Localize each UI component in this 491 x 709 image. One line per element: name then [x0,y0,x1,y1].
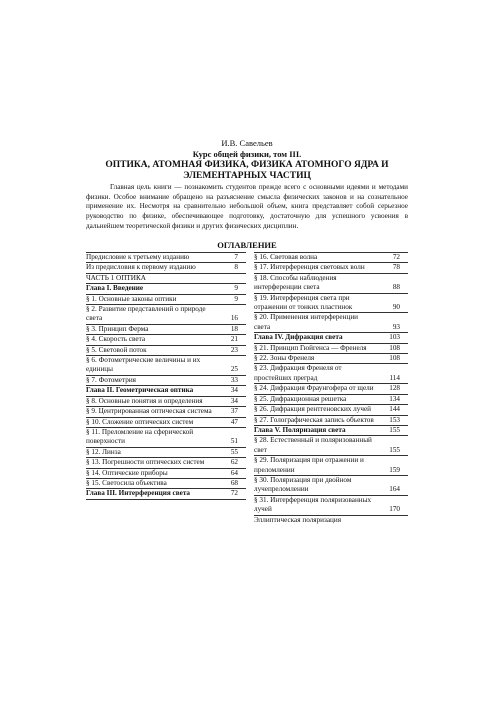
toc-entry [86,252,246,263]
toc-entry-page: 21 [230,335,238,344]
toc-entry [86,469,246,479]
toc-entry [86,305,246,325]
toc-entry [86,325,246,335]
toc-entry-title: § 24. Дифракция Фраунгофера от щели [254,384,374,393]
toc-entry-title: § 19. Интерференция света при отражении от тонких пластинок [254,293,353,312]
toc-entry-title: § 21. Принцип Гюйгенса — Френеля [254,343,367,352]
toc-entry-page: 103 [389,333,400,342]
toc-entry-page: 18 [230,324,238,333]
toc-entry-title: § 16. Световая волна [254,253,318,261]
toc-entry-title: § 26. Дифракция рентгеновских лучей [254,405,372,414]
toc-entry-page: 164 [389,485,400,494]
toc-entry-title: § 1. Основные законы оптики [86,294,177,303]
toc-entry [86,335,246,345]
toc-entry-title: § 11. Преломление на сферической поверхности [86,427,194,446]
toc-entry [86,489,246,499]
toc-entry-page: 159 [389,465,400,474]
toc-entry-title: § 8. Основные понятия и определения [86,396,203,405]
toc-entry-title: § 13. Погрешности оптических систем [86,458,205,467]
toc-entry-title: Из предисловия к первому изданию [86,263,196,272]
toc-entry-page: 155 [389,445,400,454]
toc-entry-title: Глава I. Введение [86,284,144,293]
toc-entry-page: 78 [392,263,400,272]
toc-entry-page: 134 [389,394,400,403]
toc-entry [86,428,246,448]
book-title: ОПТИКА, АТОМНАЯ ФИЗИКА, ФИЗИКА АТОМНОГО ЯДРА И ЭЛЕМЕНТАРНЫХ ЧАСТИЦ [105,160,389,181]
toc-entry-page: 8 [234,263,238,272]
toc-entry-title: § 14. Оптические приборы [86,468,168,477]
toc-entry [254,252,408,263]
toc-entry-page: 55 [230,447,238,456]
toc-entry-title: § 5. Световой поток [86,345,147,354]
toc-entry-title: § 30. Поляризация при двойном лучепреломлении [254,475,352,494]
toc-entry-title: § 17. Интерференция световых волн [254,263,365,272]
toc-entry-page: 37 [230,407,238,416]
toc-entry-title: § 27. Голографическая запись объектов [254,415,374,424]
toc-entry [86,295,246,305]
toc-entry-title: § 15. Светосила объектива [86,478,167,487]
toc-entry-page: 23 [230,345,238,354]
toc-entry-page: 34 [230,386,238,395]
toc-entry-title: § 28. Естественный и поляризованный свет [254,436,372,454]
author-name: И.В. Савельев [221,138,273,148]
toc-entry-title: § 10. Сложение оптических систем [86,417,194,426]
toc-entry-title: § 9. Центрированная оптическая система [86,407,212,416]
intro-paragraph: Главная цель книги — познакомить студентов прежде всего с основными идеями и методами физики. Особое внимание обращено на разъяснение смысла физических законов и на сознательное применение их. Несмотря на сравнительно небольшой объем, книга представляет собой серьезное руководство по физике, обеспечивающее подготовку, достаточную для успешного усвоения в дальнейшем теоретической физики и других физических дисциплин. [86,183,408,230]
toc-entry-title: § 31. Интерференция поляризованных лучей [254,495,372,514]
toc-entry [86,407,246,417]
toc-entry-title: Глава II. Геометрическая оптика [86,386,194,395]
toc-entry [86,448,246,458]
toc-entry-title: ЧАСТЬ 1 ОПТИКА [86,273,146,282]
toc-entry-title: § 22. Зоны Френеля [254,354,315,363]
toc-entry-page: 72 [230,489,238,498]
toc-entry-page: 33 [230,375,238,384]
toc-entry-title: § 23. Дифракция Френеля от простейших преград [254,364,342,382]
toc-entry-title: § 20. Применения интерференции света [254,313,359,331]
toc-entry [86,479,246,489]
toc-entry-page: 88 [392,283,400,292]
toc-entry-page: 170 [389,505,400,514]
toc-entry-title: § 7. Фотометрия [86,375,136,384]
toc-entry [86,418,246,428]
toc-entry [254,516,408,525]
toc-entry [254,364,408,384]
toc-entry-page: 47 [230,417,238,426]
toc-entry [254,476,408,496]
toc-entry-page: 108 [389,343,400,352]
toc-entry-page: 62 [230,458,238,467]
toc-entry [254,313,408,333]
toc-entry-title: Глава V. Поляризация света [254,425,346,434]
toc-entry [86,263,246,273]
toc-entry [254,405,408,415]
toc-entry-title: § 4. Скорость света [86,335,146,344]
toc-heading: ОГЛАВЛЕНИЕ [217,240,277,250]
toc-entry-title: § 25. Дифракционная решетка [254,394,347,403]
toc-entry [254,395,408,405]
toc-entry-page: 128 [389,384,400,393]
toc-entry [254,274,408,294]
toc-entry-title: § 18. Способы наблюдения интерференции света [254,273,337,292]
toc-entry [254,354,408,364]
toc-entry-page: 25 [230,365,238,374]
toc-entry-page: 9 [234,284,238,293]
toc-entry-page: 7 [234,253,238,261]
toc-entry [86,397,246,407]
toc-entry [254,426,408,436]
toc-entry [254,263,408,273]
toc-entry-page: 90 [392,303,400,312]
toc-entry-title: § 2. Развитие представлений о природе света [86,305,206,323]
toc-entry-page: 51 [230,437,238,446]
toc-entry-title: § 3. Принцип Ферма [86,324,149,333]
toc-entry-page: 155 [389,425,400,434]
toc-entry [254,294,408,314]
toc-entry-page: 93 [392,322,400,331]
toc-entry [86,458,246,468]
toc-entry-title: § 29. Поляризация при отражении и преломлении [254,456,364,474]
toc-entry-page: 64 [230,468,238,477]
toc-entry [254,436,408,456]
toc-entry [254,344,408,354]
toc-entry-title: Глава IV. Дифракция света [254,333,343,342]
toc-entry [86,386,246,396]
toc-entry [86,376,246,386]
toc-entry-page: 153 [389,415,400,424]
toc-entry-page: 34 [230,396,238,405]
toc-entry-title: § 12. Линза [86,447,121,456]
toc-entry-page: 114 [389,373,400,382]
toc-entry-page: 144 [389,405,400,414]
toc-entry-title: Эллиптическая поляризация [254,515,342,524]
toc-entry [86,346,246,356]
book-header [86,138,408,182]
toc-entry [254,333,408,343]
toc-entry [86,284,246,294]
toc-entry-page: 9 [234,294,238,303]
toc-entry-page: 16 [230,314,238,323]
toc-entry-page: 108 [389,354,400,363]
toc-entry [254,496,408,516]
toc-left-column [86,252,246,500]
toc-entry-title: Предисловие к третьему изданию [86,253,190,261]
toc-entry [86,274,246,284]
toc-entry [254,384,408,394]
toc-entry-title: § 6. Фотометрические величины и их единицы [86,356,201,374]
toc-entry-page: 68 [230,478,238,487]
toc-entry [86,356,246,376]
toc-entry-page: 72 [392,253,400,261]
toc-right-column [254,252,408,525]
course-title: Курс общей физики, том III. [192,149,302,159]
toc-entry [254,416,408,426]
toc-entry-title: Глава III. Интерференция света [86,489,191,498]
toc-entry [254,456,408,476]
